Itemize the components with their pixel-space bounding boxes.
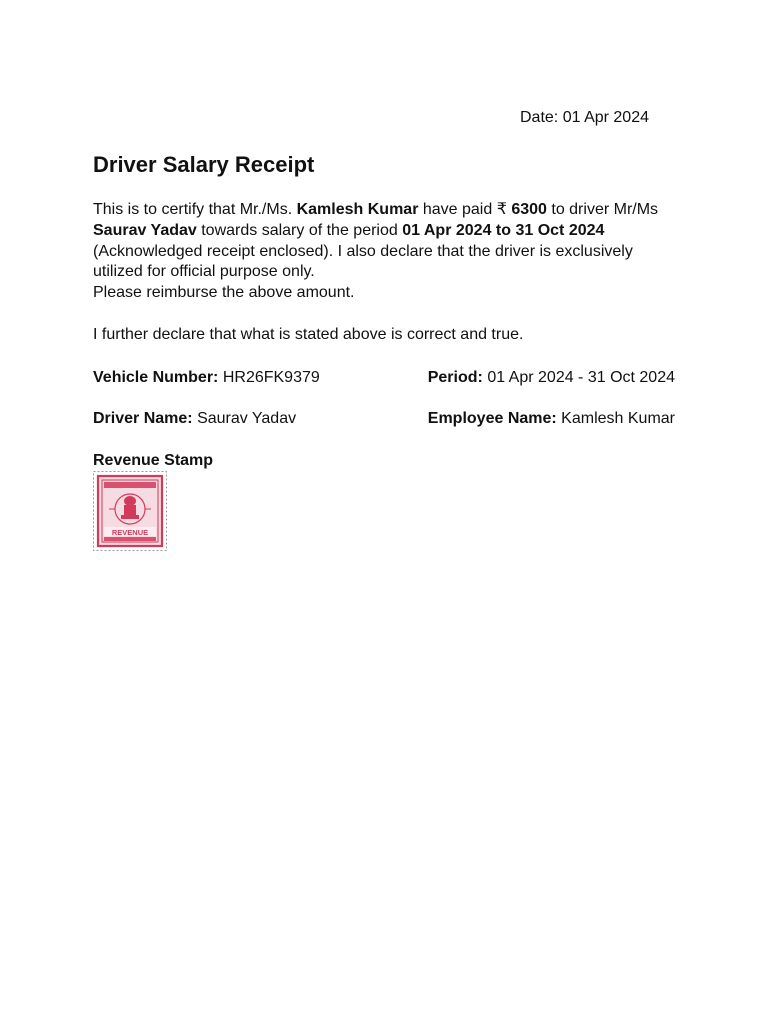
receipt-page [93,0,675,1024]
employee-name-label: Employee Name: [427,410,557,427]
period-value: 01 Apr 2024 - 31 Oct 2024 [487,369,675,386]
paragraph-gap [93,304,663,325]
certificate-period: 01 Apr 2024 to 31 Oct 2024 [402,221,605,239]
date-value: 01 Apr 2024 [562,109,649,126]
driver-name-field [93,408,296,429]
stamp-revenue-text: REVENUE [111,528,149,537]
certificate-text-part4: towards salary of the period [196,221,403,239]
revenue-stamp-image [93,471,167,551]
reimburse-line: Please reimburse the above amount. [93,284,355,302]
vehicle-number-field [93,367,320,388]
receipt-date [520,107,649,128]
vehicle-period-row [93,367,675,388]
certificate-text-part3: to driver Mr/Ms [546,201,659,218]
vehicle-number-value: HR26FK9379 [222,369,320,386]
revenue-stamp-label: Revenue Stamp [93,452,214,469]
certificate-text-part5: (Acknowledged receipt enclosed). I also declare that the driver is exclusively utilized for official purpose only. [93,242,633,281]
driver-employee-row [93,408,675,429]
period-field [428,367,675,388]
certificate-text-part1: This is to certify that Mr./Ms. [93,201,297,218]
declaration-line: I further declare that what is stated above is correct and true. [93,325,524,343]
driver-name-label: Driver Name: [93,410,193,427]
driver-name-value: Saurav Yadav [197,410,297,427]
date-label: Date: [520,109,559,126]
certificate-text-part2: have paid ₹ [418,201,512,218]
certificate-text [93,200,663,346]
vehicle-number-label: Vehicle Number: [93,369,219,386]
certificate-paragraph [93,200,663,283]
period-label: Period: [427,369,483,386]
employee-name-field [428,408,675,429]
certificate-amount: 6300 [511,201,547,218]
employee-name-value: Kamlesh Kumar [561,410,675,427]
certificate-driver-name: Saurav Yadav [93,221,197,239]
page-title: Driver Salary Receipt [93,152,315,177]
certificate-employee-name: Kamlesh Kumar [296,201,419,218]
